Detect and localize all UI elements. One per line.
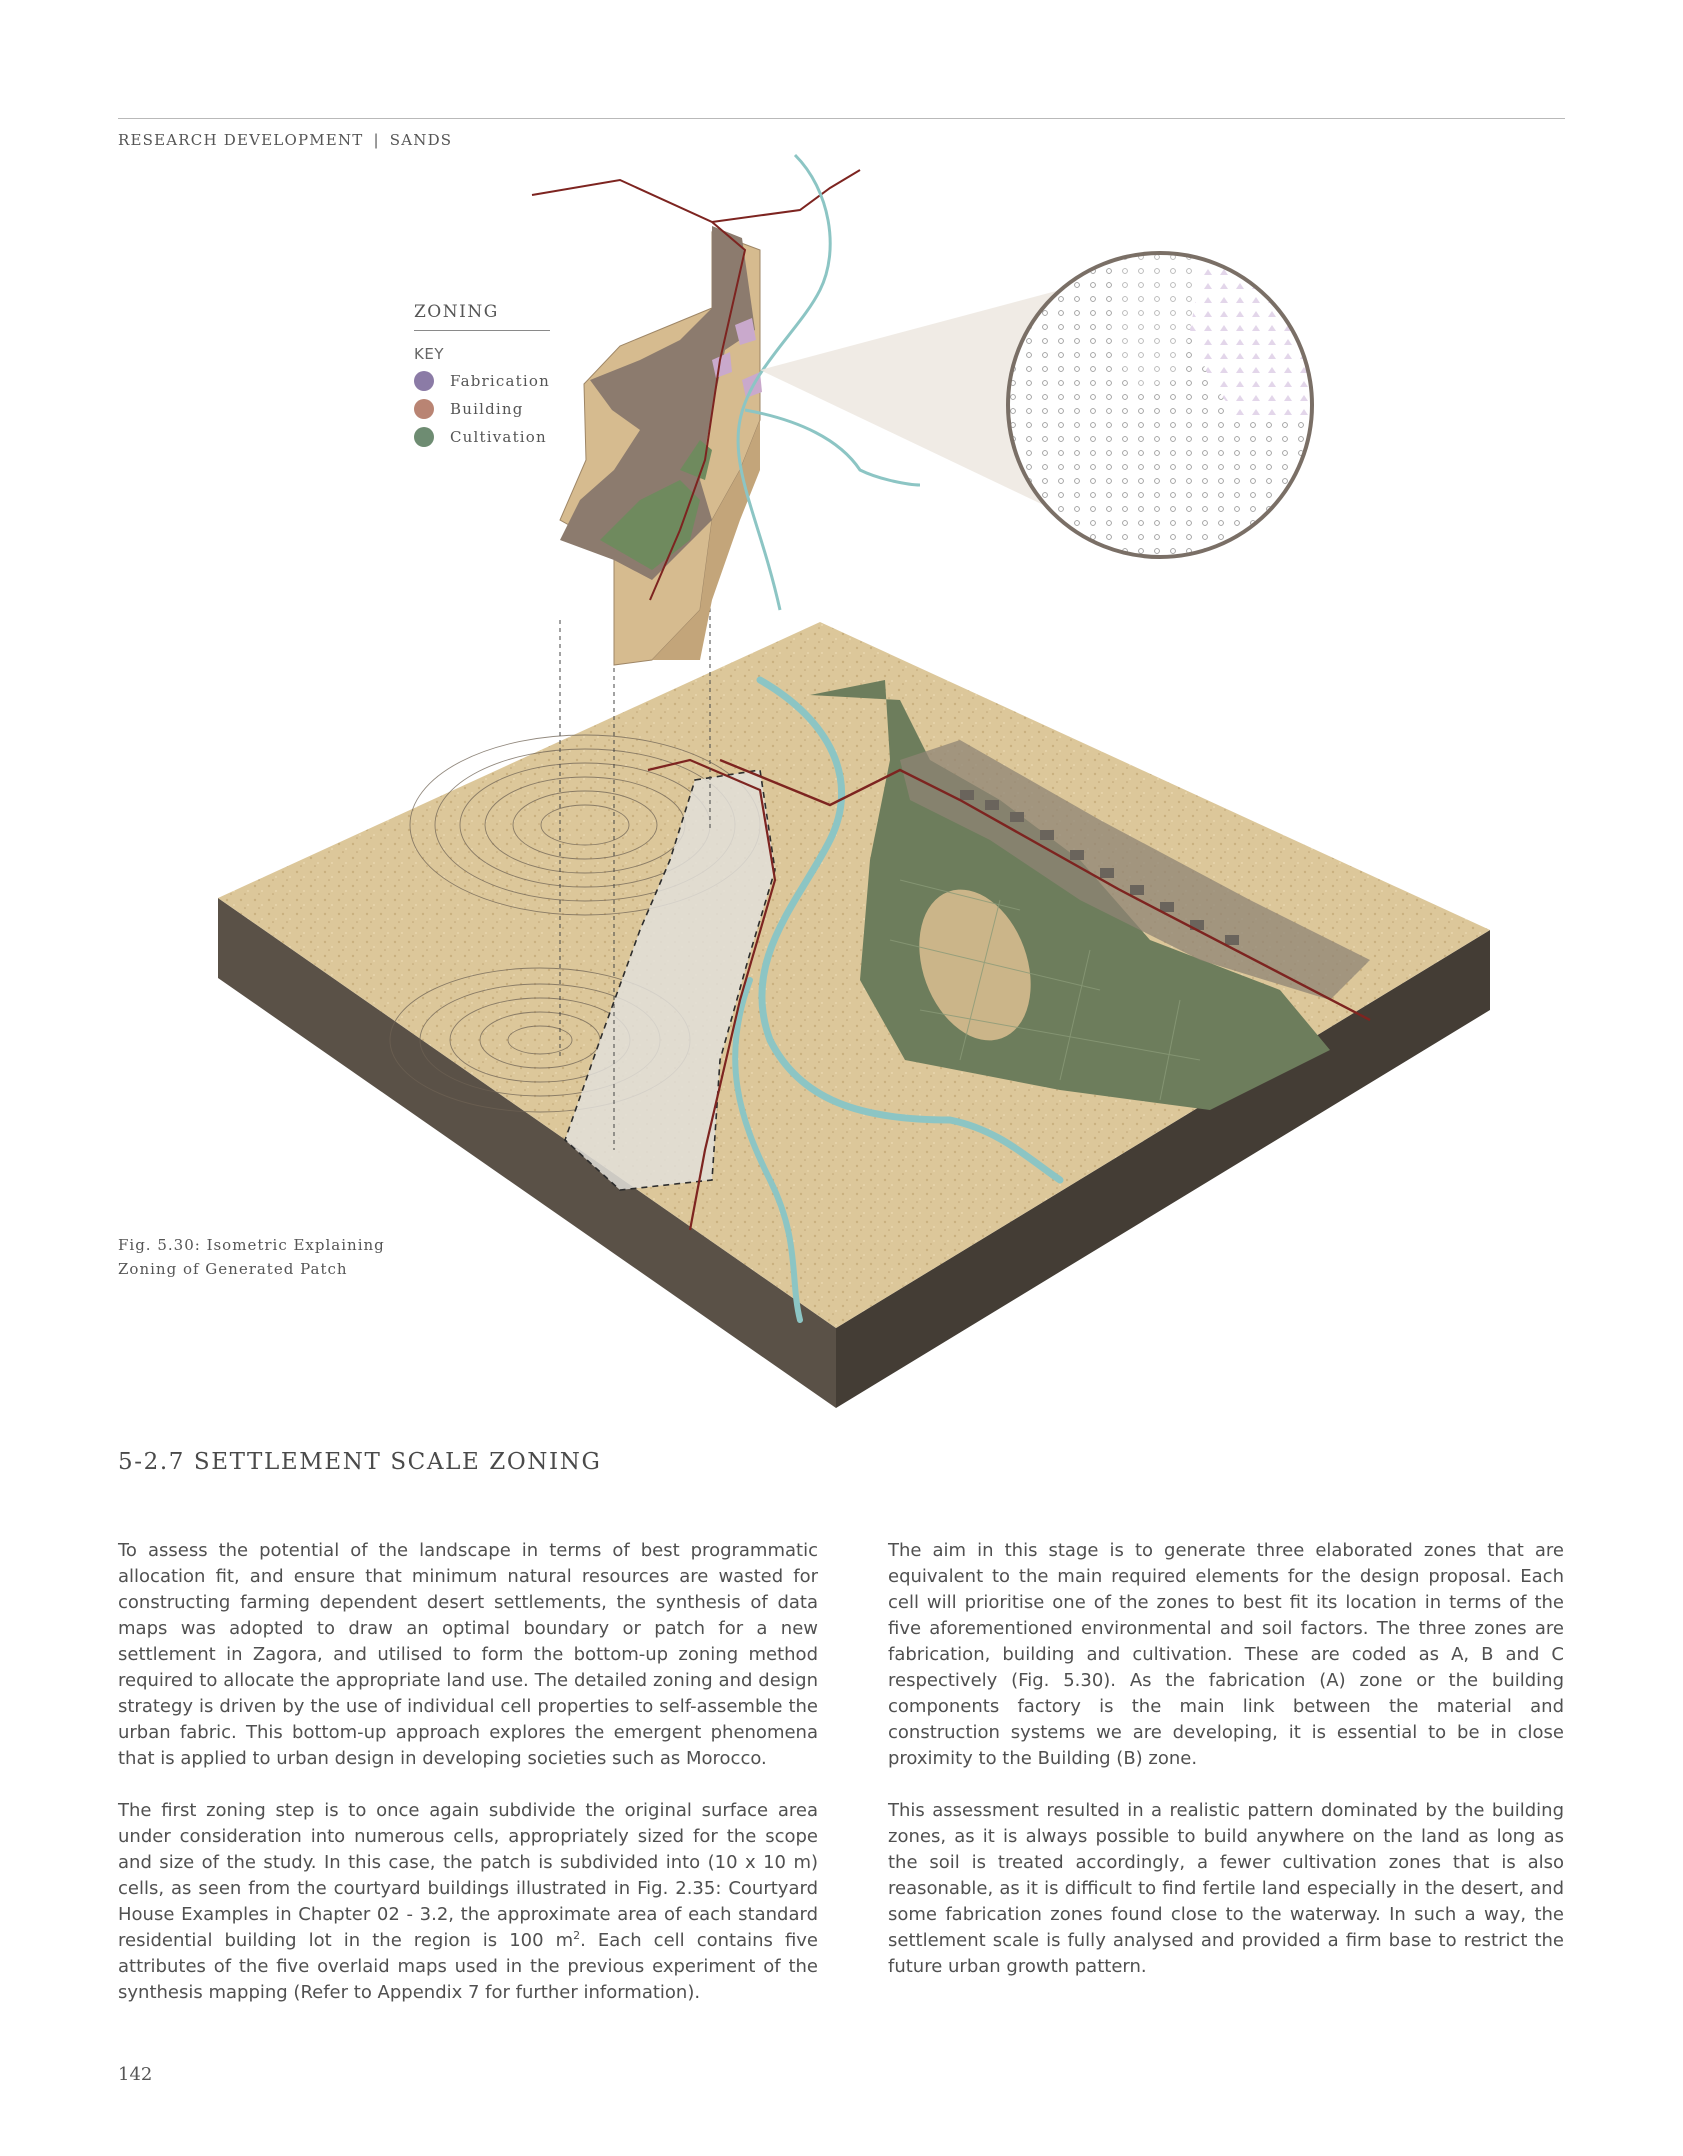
paragraph-text: The first zoning step is to once again subdivide the original surface area under consideration into numerous cells, appropriately sized for the scope and size of the study. In this case, the patch is subdivided into (10 x 10 m) cells, as seen from the courtyard buildings illustrated in Fig. 2.35: Courtyard House Examples in Chapter 02 - 3.2, the approximate area of each standard residential building lot in the region is 100 m — [118, 1800, 818, 1951]
isometric-zoning-figure — [0, 140, 1683, 1420]
header-rule — [118, 118, 1565, 119]
caption-line-2: Zoning of Generated Patch — [118, 1260, 348, 1278]
legend-label: Building — [450, 400, 524, 418]
legend-subtitle: KEY — [414, 345, 444, 363]
legend-title: ZONING — [414, 302, 550, 331]
header-divider: | — [373, 131, 380, 149]
paragraph-text: . Each cell contains five attributes of the five overlaid maps used in the previous experiment of the synthesis mapping (Refer to Appendix 7 for further information). — [118, 1930, 819, 2003]
header-topic: SANDS — [389, 131, 453, 149]
legend-item-cultivation — [414, 427, 564, 447]
body-column-right — [888, 1538, 1564, 2006]
section-title: 5-2.7 SETTLEMENT SCALE ZONING — [118, 1449, 602, 1475]
paragraph: The aim in this stage is to generate three elaborated zones that are equivalent to the main required elements for the design proposal. Each cell will prioritise one of the zones to best fit its location in terms of the five aforementioned environmental and soil factors. The three zones are fabrication, building and cultivation. These are coded as A, B and C respectively (Fig. 5.30). As the fabrication (A) zone or the building components factory is the main link between the material and construction systems we are developing, it is essential to be in close proximity to the Building (B) zone. — [888, 1540, 1564, 1769]
magnifier-lens — [1000, 250, 1330, 570]
legend-label: Fabrication — [450, 372, 550, 390]
paragraph: To assess the potential of the landscape in terms of best programmatic allocation fit, and ensure that minimum natural resources are wasted for constructing farming dependent desert settlements, the synthesis of data maps was adopted to draw an optimal boundary or patch for a new settlement in Zagora, and utilised to form the bottom-up zoning method required to allocate the appropriate land use. The detailed zoning and design strategy is driven by the use of individual cell properties to self-assemble the urban fabric. This bottom-up approach explores the emergent phenomena that is applied to urban design in developing societies such as Morocco. — [118, 1540, 818, 1769]
cultivation-swatch — [414, 427, 434, 447]
figure-caption — [118, 1233, 408, 1281]
building-swatch — [414, 399, 434, 419]
legend-item-fabrication — [414, 371, 564, 391]
superscript: 2 — [573, 1929, 581, 1942]
caption-line-1: Fig. 5.30: Isometric Explaining — [118, 1236, 385, 1254]
page-number: 142 — [118, 2064, 153, 2085]
body-column-left — [118, 1538, 818, 2032]
zoning-legend — [414, 302, 564, 447]
fabrication-swatch — [414, 371, 434, 391]
header-section: RESEARCH DEVELOPMENT — [118, 131, 364, 149]
paragraph: This assessment resulted in a realistic pattern dominated by the building zones, as it is always possible to build anywhere on the land as long as the soil is treated accordingly, a fewer cultivation zones that is also reasonable, as it is difficult to find fertile land especially in the desert, and some fabrication zones found close to the waterway. In such a way, the settlement scale is fully analysed and provided a firm base to restrict the future urban growth pattern. — [888, 1800, 1564, 1977]
patch-road-east — [712, 170, 860, 222]
paragraph — [118, 1798, 818, 2006]
legend-label: Cultivation — [450, 428, 547, 446]
legend-item-building — [414, 399, 564, 419]
